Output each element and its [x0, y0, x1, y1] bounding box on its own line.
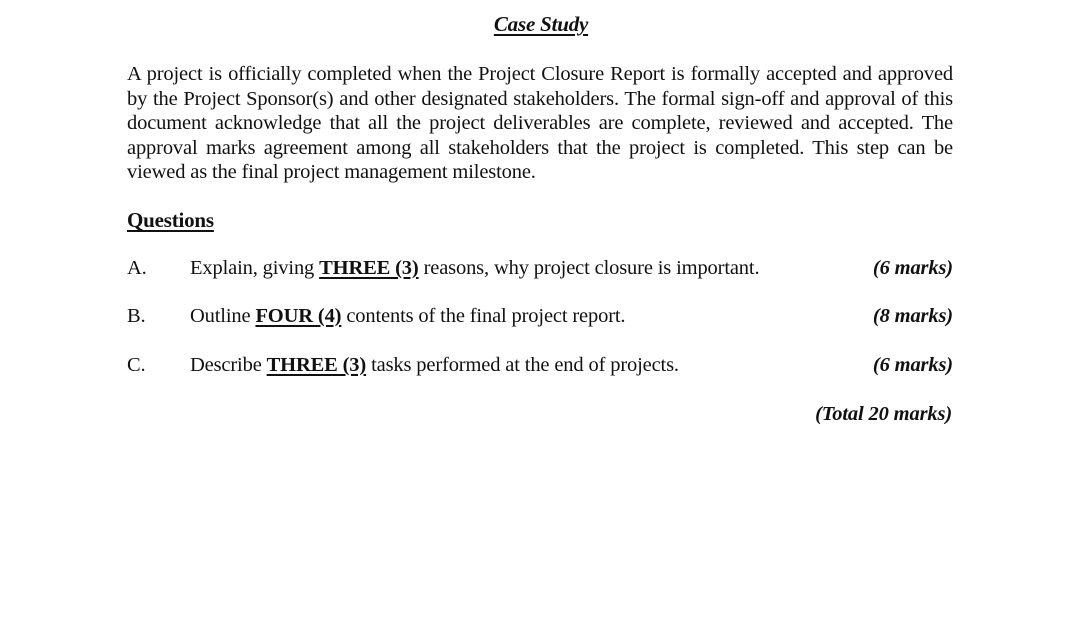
questions-heading: Questions	[127, 208, 214, 232]
question-marks: (8 marks)	[872, 305, 953, 327]
question-a	[127, 257, 953, 283]
question-text	[190, 257, 759, 280]
question-text-after: tasks performed at the end of projects.	[371, 354, 679, 376]
question-emphasis: THREE (3)	[266, 354, 367, 376]
question-text	[190, 305, 625, 328]
question-text-before: Describe	[190, 354, 262, 376]
question-marks: (6 marks)	[872, 354, 953, 376]
question-letter: B.	[127, 305, 146, 327]
question-c	[127, 354, 953, 380]
question-b	[127, 305, 953, 331]
question-text-before: Outline	[190, 305, 251, 327]
question-letter: A.	[127, 257, 147, 279]
case-study-title: Case Study	[493, 12, 589, 36]
question-text	[190, 354, 679, 377]
question-emphasis: THREE (3)	[319, 257, 419, 279]
question-text-after: contents of the final project report.	[346, 305, 626, 327]
question-marks: (6 marks)	[872, 257, 953, 279]
total-marks: (Total 20 marks)	[815, 403, 952, 425]
intro-paragraph: A project is officially completed when the Project Closure Report is formally accepted and approved by the Project Sponsor(s) and other designated stakeholders. The formal sign-off and approval of this document acknowledge that all the project deliverables are complete, reviewed and accepted. The approval marks agreement among all stakeholders that the project is completed. This step can be viewed as the final project management milestone.	[127, 63, 953, 183]
question-text-before: Explain, giving	[190, 257, 315, 279]
question-letter: C.	[127, 354, 146, 376]
question-emphasis: FOUR (4)	[255, 305, 342, 327]
question-text-after: reasons, why project closure is important.	[423, 257, 760, 279]
